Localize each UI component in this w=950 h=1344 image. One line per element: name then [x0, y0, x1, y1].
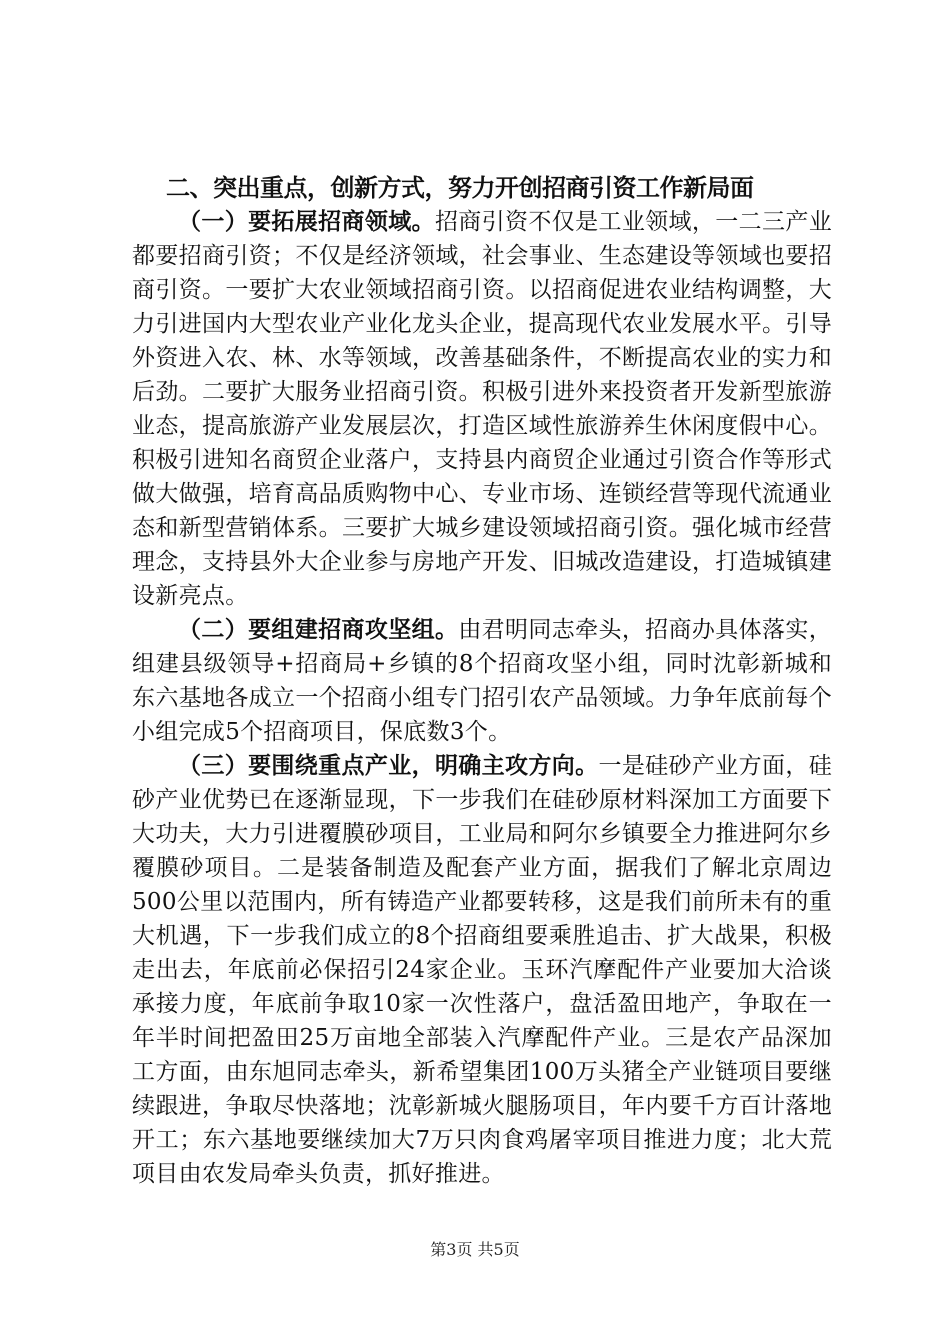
paragraph-2 — [132, 613, 832, 749]
paragraph-2-body: 由君明同志牵头，招商办具体落实，组建县级领导+招商局+乡镇的8个招商攻坚小组，同时沈彰新城和东六基地各成立一个招商小组专门招引农产品领域。力争年底前每个小组完成5个招商项目，保底数3个。 — [132, 617, 832, 745]
document-body — [132, 171, 832, 1191]
paragraph-1-body: 招商引资不仅是工业领域，一二三产业都要招商引资；不仅是经济领域，社会事业、生态建设等领域也要招商引资。一要扩大农业领域招商引资。以招商促进农业结构调整，大力引进国内大型农业产业化龙头企业，提高现代农业发展水平。引导外资进入农、林、水等领域，改善基础条件，不断提高农业的实力和后劲。二要扩大服务业招商引资。积极引进外来投资者开发新型旅游业态，提高旅游产业发展层次，打造区域性旅游养生休闲度假中心。积极引进知名商贸企业落户，支持县内商贸企业通过引资合作等形式做大做强，培育高品质购物中心、专业市场、连锁经营等现代流通业态和新型营销体系。三要扩大城乡建设领域招商引资。强化城市经营理念，支持县外大企业参与房地产开发、旧城改造建设，打造城镇建设新亮点。 — [132, 209, 832, 609]
paragraph-3 — [132, 749, 832, 1191]
paragraph-1-lead: （一）要拓展招商领域。 — [178, 209, 435, 235]
page-number-footer: 第3页 共5页 — [430, 1240, 520, 1259]
paragraph-3-body: 一是硅砂产业方面，硅砂产业优势已在逐渐显现，下一步我们在硅砂原材料深加工方面要下大功夫，大力引进覆膜砂项目，工业局和阿尔乡镇要全力推进阿尔乡覆膜砂项目。二是装备制造及配套产业方面，据我们了解北京周边500公里以范围内，所有铸造产业都要转移，这是我们前所未有的重大机遇，下一步我们成立的8个招商组要乘胜追击、扩大战果，积极走出去，年底前必保招引24家企业。玉环汽摩配件产业要加大洽谈承接力度，年底前争取10家一次性落户，盘活盈田地产，争取在一年半时间把盈田25万亩地全部装入汽摩配件产业。三是农产品深加工方面，由东旭同志牵头，新希望集团100万头猪全产业链项目要继续跟进，争取尽快落地；沈彰新城火腿肠项目，年内要千方百计落地开工；东六基地要继续加大7万只肉食鸡屠宰项目推进力度；北大荒项目由农发局牵头负责，抓好推进。 — [132, 753, 832, 1187]
paragraph-1 — [132, 205, 832, 613]
paragraph-2-lead: （二）要组建招商攻坚组。 — [178, 617, 459, 643]
paragraph-3-lead: （三）要围绕重点产业，明确主攻方向。 — [178, 753, 599, 779]
section-heading: 二、突出重点，创新方式，努力开创招商引资工作新局面 — [166, 174, 754, 202]
